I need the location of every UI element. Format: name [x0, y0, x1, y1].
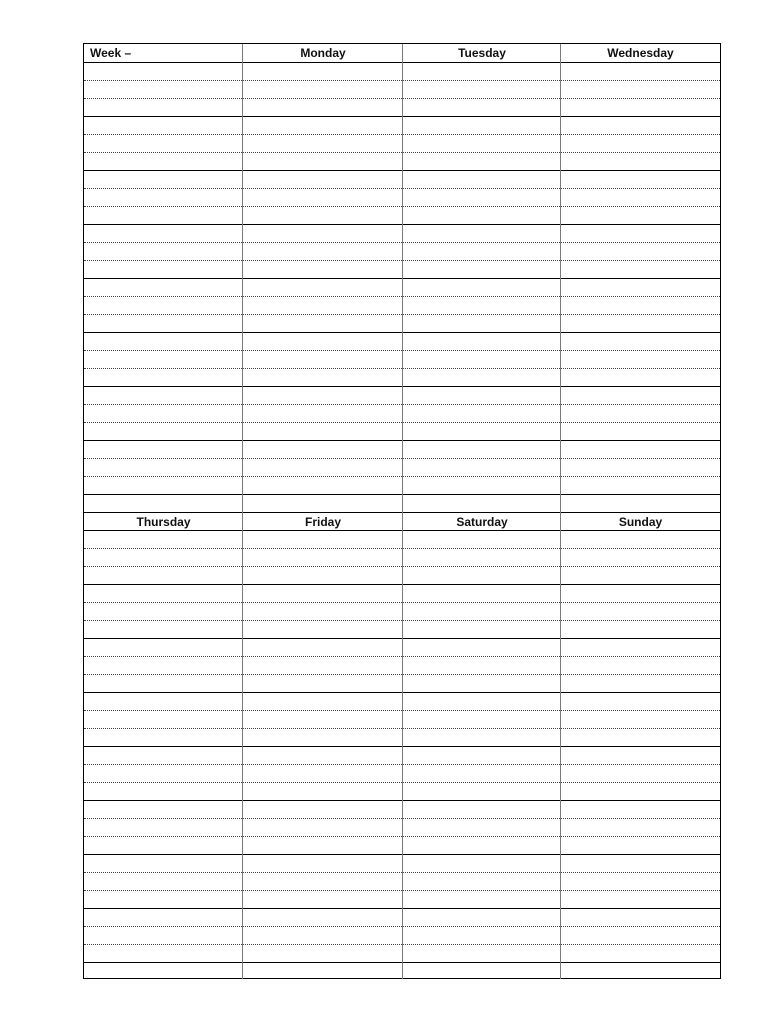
column-divider [402, 512, 403, 979]
monday-header: Monday [300, 46, 346, 60]
column-divider [242, 512, 243, 979]
friday-header: Friday [304, 515, 341, 529]
column-divider [242, 44, 243, 512]
weekly-planner-table [83, 43, 721, 979]
wednesday-header: Wednesday [607, 46, 674, 60]
tuesday-header: Tuesday [458, 46, 506, 60]
planner-top-block [84, 44, 720, 512]
column-divider [402, 44, 403, 512]
sunday-header: Sunday [618, 515, 663, 529]
thursday-header: Thursday [136, 515, 191, 529]
saturday-header: Saturday [456, 515, 508, 529]
column-divider [560, 512, 561, 979]
column-divider [560, 44, 561, 512]
planner-bottom-block [84, 512, 720, 979]
week-label: Week – [90, 46, 132, 60]
